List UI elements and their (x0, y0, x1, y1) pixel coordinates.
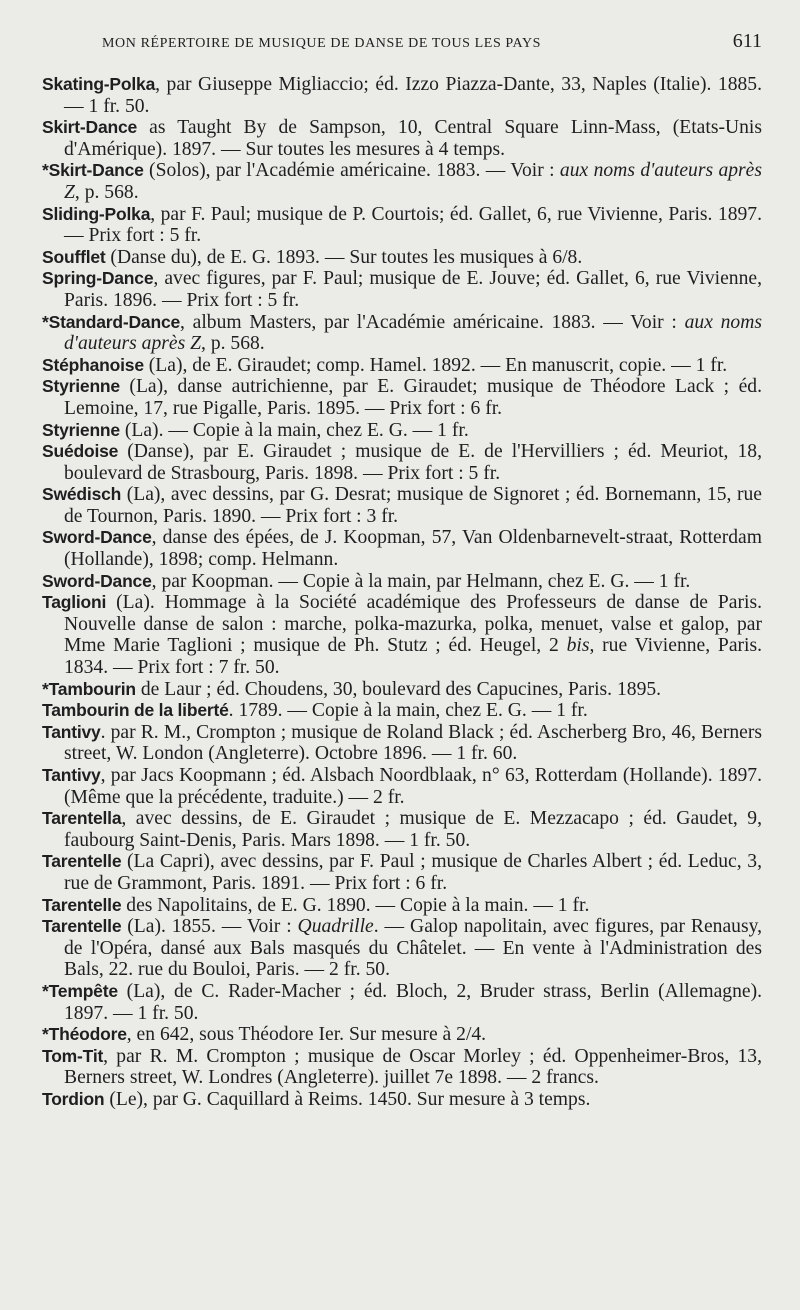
dictionary-entry (42, 592, 762, 678)
entry-text: , en 642, sous Théodore Ier. Sur mesure à 2/4. (126, 1024, 487, 1046)
entry-headword: Tarentella (42, 808, 122, 829)
dictionary-entry (42, 247, 762, 269)
entry-headword: Taglioni (42, 592, 107, 613)
entry-headword: Styrienne (42, 419, 120, 440)
entry-text: (La Capri), avec dessins, par F. Paul ; musique de Charles Albert ; éd. Leduc, 3, rue de Grammont, Paris. 1891. — Prix fort : 6 fr. (64, 851, 762, 894)
page-number: 611 (732, 30, 762, 52)
entry-headword: *Skirt-Dance (42, 160, 144, 181)
entry-text: de Laur ; éd. Choudens, 30, boulevard des Capucines, Paris. 1895. (135, 678, 662, 700)
dictionary-entry (42, 700, 762, 722)
entry-headword: Tarentelle (42, 851, 122, 872)
entry-text: , album Masters, par l'Académie américaine. 1883. — Voir : (180, 311, 685, 333)
entry-headword: Skirt-Dance (42, 117, 138, 138)
entry-text: (Danse du), de E. G. 1893. — Sur toutes les musiques à 6/8. (105, 246, 583, 268)
dictionary-entry (42, 160, 762, 203)
dictionary-entry (42, 376, 762, 419)
entry-headword: *Standard-Dance (42, 311, 181, 332)
entry-headword: *Théodore (42, 1024, 127, 1045)
entry-text: (Le), par G. Caquillard à Reims. 1450. Sur mesure à 3 temps. (104, 1088, 591, 1110)
entry-headword: Stéphanoise (42, 354, 144, 375)
entry-text: (Danse), par E. Giraudet ; musique de E. de l'Hervilliers ; éd. Meuriot, 18, boulevard de Strasbourg, Paris. 1898. — Prix fort : 5 fr. (64, 441, 762, 484)
entry-text-tail: , rue Vivienne, Paris. 1834. — Prix fort : 7 fr. 50. (64, 635, 763, 679)
entry-headword: Styrienne (42, 376, 120, 397)
dictionary-entry (42, 895, 762, 917)
entry-text: (La), danse autrichienne, par E. Giraudet; musique de Théodore Lack ; éd. Lemoine, 17, rue Pigalle, Paris. 1895. — Prix fort : 6 fr. (64, 376, 762, 419)
entry-headword: Tantivy (42, 765, 101, 785)
dictionary-entry (42, 268, 762, 311)
entry-text: (Solos), par l'Académie américaine. 1883. — Voir : (143, 160, 560, 182)
dictionary-entry (42, 117, 762, 160)
entry-headword: Tarentelle (42, 894, 122, 915)
running-header (42, 30, 762, 68)
dictionary-entry (42, 204, 762, 247)
entry-text: , par F. Paul; musique de P. Courtois; éd. Gallet, 6, rue Vivienne, Paris. 1897. — Prix fort : 5 fr. (64, 203, 762, 247)
entry-text: des Napolitains, de E. G. 1890. — Copie à la main. — 1 fr. (121, 894, 590, 916)
entry-text-tail: , p. 568. (201, 333, 265, 355)
entry-text: (La). — Copie à la main, chez E. G. — 1 fr. (119, 419, 469, 441)
entry-text: , par Giuseppe Migliaccio; éd. Izzo Piazza-Dante, 33, Naples (Italie). 1885. — 1 fr. 50. (64, 74, 762, 117)
dictionary-entry (42, 1024, 762, 1046)
dictionary-entry (42, 851, 762, 894)
entry-headword: Sliding-Polka (42, 203, 151, 224)
dictionary-entry (42, 484, 762, 527)
entry-headword: Skating-Polka (42, 74, 156, 94)
dictionary-entry (42, 420, 762, 442)
entry-headword: Sword-Dance (42, 527, 152, 548)
entry-text: , par Jacs Koopmann ; éd. Alsbach Noordblaak, n° 63, Rotterdam (Hollande). 1897. (Même que la précédente, traduite.) — 2 fr. (64, 765, 762, 808)
dictionary-entry (42, 571, 762, 593)
entry-text: . par R. M., Crompton ; musique de Roland Black ; éd. Ascherberg Bro, 46, Berners street, W. London (Angleterre). Octobre 1896. — 1 fr. 60. (64, 721, 762, 765)
entry-text: , danse des épées, de J. Koopman, 57, Van Oldenbarnevelt-straat, Rotterdam (Hollande), 1898; comp. Helmann. (64, 527, 762, 571)
entry-headword: Suédoise (42, 441, 119, 462)
entry-headword: Tambourin de la liberté (42, 700, 229, 721)
dictionary-entry (42, 355, 762, 377)
entry-italic-text: Quadrille (297, 916, 374, 938)
dictionary-entry (42, 74, 762, 117)
entry-text: (La), de C. Rader-Macher ; éd. Bloch, 2, Bruder strass, Berlin (Allemagne). 1897. — 1 fr. 50. (64, 980, 762, 1024)
entry-text: (La), de E. Giraudet; comp. Hamel. 1892. — En manuscrit, copie. — 1 fr. (143, 354, 728, 376)
dictionary-entry (42, 808, 762, 851)
entry-headword: Tantivy (42, 721, 101, 742)
entry-headword: *Tempête (42, 980, 118, 1001)
entry-text-tail: , p. 568. (74, 181, 139, 203)
dictionary-entry (42, 981, 762, 1024)
dictionary-entry (42, 312, 762, 355)
entry-italic-text: bis (566, 635, 590, 657)
dictionary-entry (42, 441, 762, 484)
entry-text: as Taught By de Sampson, 10, Central Square Linn-Mass, (Etats-Unis d'Amérique). 1897. — Sur toutes les mesures à 4 temps. (64, 117, 762, 160)
entry-headword: Tordion (42, 1088, 105, 1109)
entry-headword: Soufflet (42, 246, 106, 267)
dictionary-entries (42, 74, 762, 1111)
entry-text: , avec figures, par F. Paul; musique de E. Jouve; éd. Gallet, 6, rue Vivienne, Paris. 1896. — Prix fort : 5 fr. (64, 268, 762, 311)
entry-text: , par R. M. Crompton ; musique de Oscar Morley ; éd. Oppenheimer-Bros, 13, Berners street, W. Londres (Angleterre). juillet 7e 1898. — 2 francs. (64, 1045, 762, 1089)
entry-italic-text: aux noms d'auteurs après Z (64, 160, 762, 203)
entry-text: (La). Hommage à la Société académique des Professeurs de danse de Paris. Nouvelle danse de salon : marche, polka-mazurka, polka, menuet, valse et galop, par Mme Marie Taglioni ; musique de Ph. Stutz ; éd. Heugel, 2 (64, 592, 762, 657)
dictionary-entry (42, 722, 762, 765)
entry-headword: Spring-Dance (42, 268, 154, 289)
entry-headword: Tarentelle (42, 916, 122, 937)
dictionary-entry (42, 1089, 762, 1111)
entry-text: , avec dessins, de E. Giraudet ; musique de E. Mezzacapo ; éd. Gaudet, 9, faubourg Saint-Denis, Paris. Mars 1898. — 1 fr. 50. (64, 808, 762, 851)
entry-text: , par Koopman. — Copie à la main, par Helmann, chez E. G. — 1 fr. (151, 570, 691, 592)
entry-italic-text: aux noms d'auteurs après Z (64, 311, 762, 355)
dictionary-entry (42, 765, 762, 808)
running-title: MON RÉPERTOIRE DE MUSIQUE DE DANSE DE TOUS LES PAYS (102, 36, 542, 51)
entry-text: . 1789. — Copie à la main, chez E. G. — 1 fr. (228, 700, 588, 722)
entry-headword: *Tambourin (42, 678, 136, 699)
entry-headword: Swédisch (42, 484, 122, 505)
entry-text: (La), avec dessins, par G. Desrat; musique de Signoret ; éd. Bornemann, 15, rue de Tournon, Paris. 1890. — Prix fort : 3 fr. (64, 484, 762, 527)
entry-text: (La). 1855. — Voir : (121, 916, 298, 938)
entry-text-tail: . — Galop napolitain, avec figures, par Renausy, de l'Opéra, dansé aux Bals masqués du Châtelet. — En vente à l'Administration des Bals, 22. rue du Bouloi, Paris. — 2 fr. 50. (64, 916, 762, 981)
dictionary-entry (42, 527, 762, 570)
dictionary-entry (42, 679, 762, 701)
dictionary-entry (42, 916, 762, 981)
entry-headword: Sword-Dance (42, 570, 152, 591)
entry-headword: Tom-Tit (42, 1045, 104, 1066)
dictionary-entry (42, 1046, 762, 1089)
